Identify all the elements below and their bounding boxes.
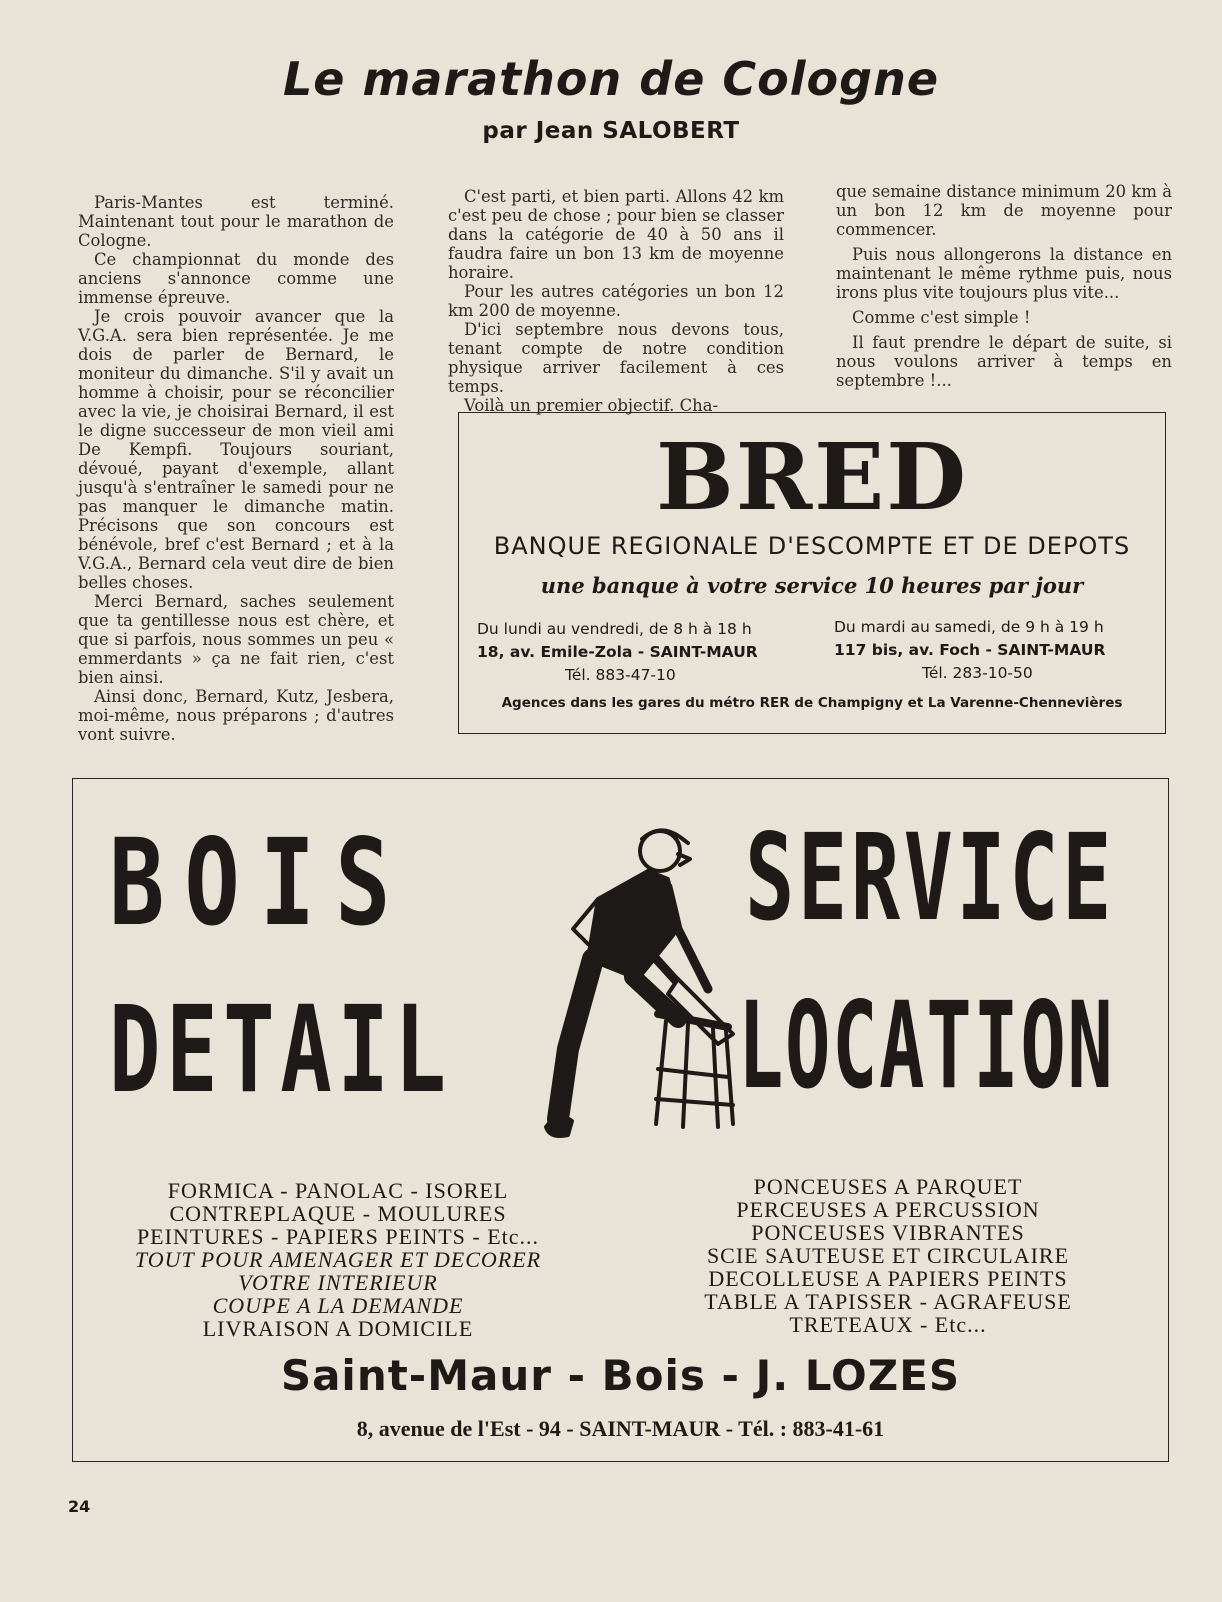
company-name: Saint-Maur - Bois - J. LOZES: [280, 1351, 961, 1400]
bred-footer: Agences dans les gares du métro RER de Champigny et La Varenne-Chennevières: [501, 695, 1123, 711]
paragraph: Ainsi donc, Bernard, Kutz, Jesbera, moi-même, nous préparons ; d'autres vont suivre.: [78, 687, 394, 744]
service-headline: SERVICE: [745, 808, 1116, 948]
list-item: PONCEUSES A PARQUET: [753, 1174, 1023, 1199]
branch-address: 18, av. Emile-Zola - SAINT-MAUR: [477, 643, 758, 661]
bred-full-name: BANQUE REGIONALE D'ESCOMPTE ET DE DEPOTS: [493, 532, 1131, 560]
bred-slogan: une banque à votre service 10 heures par jour: [540, 573, 1084, 598]
list-item: PEINTURES - PAPIERS PEINTS - Etc...: [136, 1224, 540, 1249]
branch-phone: Tél. 283-10-50: [922, 664, 1033, 682]
list-item: TABLE A TAPISSER - AGRAFEUSE: [704, 1289, 1072, 1314]
list-item: VOTRE INTERIEUR: [238, 1270, 438, 1295]
paragraph: Il faut prendre le départ de suite, si nous voulons arriver à temps en septembre !...: [836, 333, 1172, 390]
location-headline: LOCATION: [738, 976, 1115, 1116]
list-item: SCIE SAUTEUSE ET CIRCULAIRE: [706, 1243, 1070, 1268]
list-item: TOUT POUR AMENAGER ET DECORER: [134, 1247, 542, 1272]
list-item: LIVRAISON A DOMICILE: [202, 1316, 474, 1341]
branch-phone: Tél. 883-47-10: [565, 666, 676, 684]
branch-hours: Du lundi au vendredi, de 8 h à 18 h: [477, 620, 752, 638]
list-item: FORMICA - PANOLAC - ISOREL: [167, 1178, 509, 1203]
bois-headline: BOIS: [109, 813, 411, 953]
paragraph: Merci Bernard, saches seulement que ta gentillesse nous est chère, et que si parfois, nous sommes un peu « emmerdants » ça ne fait rien, c'est bien ainsi.: [78, 592, 394, 687]
paragraph: C'est parti, et bien parti. Allons 42 km c'est peu de chose ; pour bien se classer dans la catégorie de 40 à 50 ans il faudra faire un bon 13 km de moyenne horaire.: [448, 187, 784, 282]
branch-address: 117 bis, av. Foch - SAINT-MAUR: [834, 641, 1106, 659]
paragraph: Comme c'est simple !: [852, 308, 1031, 327]
paragraph: Ce championnat du monde des anciens s'annonce comme une immense épreuve.: [78, 250, 394, 307]
paragraph: que semaine distance minimum 20 km à un bon 12 km de moyenne pour commencer.: [836, 182, 1172, 239]
company-address: 8, avenue de l'Est - 94 - SAINT-MAUR - Tél. : 883-41-61: [356, 1416, 885, 1441]
paragraph: Paris-Mantes est terminé. Maintenant tout pour le marathon de Cologne.: [78, 193, 394, 250]
article-column-3: [836, 182, 1172, 390]
paragraph: Pour les autres catégories un bon 12 km 200 de moyenne.: [448, 282, 784, 320]
paragraph: Voilà un premier objectif. Cha-: [464, 396, 719, 415]
bred-branch-2: [834, 616, 1164, 685]
bred-logo-text: BRED: [655, 423, 969, 531]
list-item: TRETEAUX - Etc...: [789, 1312, 987, 1337]
page-number: 24: [68, 1497, 91, 1516]
list-item: PONCEUSES VIBRANTES: [751, 1220, 1025, 1245]
article-column-1: [78, 193, 394, 744]
bred-advertisement: [458, 412, 1166, 734]
article-column-2: [448, 187, 784, 415]
article-byline: par Jean SALOBERT: [482, 118, 740, 144]
list-item: CONTREPLAQUE - MOULURES: [169, 1201, 507, 1226]
branch-hours: Du mardi au samedi, de 9 h à 19 h: [834, 618, 1104, 636]
list-item: PERCEUSES A PERCUSSION: [736, 1197, 1040, 1222]
bred-branch-1: [477, 618, 807, 687]
paragraph: D'ici septembre nous devons tous, tenant compte de notre condition physique arriver facilement à ces temps.: [448, 320, 784, 396]
bois-advertisement: [72, 778, 1169, 1462]
rental-list: [643, 1175, 1133, 1336]
products-list: [93, 1179, 583, 1340]
paragraph: Puis nous allongerons la distance en maintenant le même rythme puis, nous irons plus vite toujours plus vite...: [836, 245, 1172, 302]
article-title: Le marathon de Cologne: [282, 52, 940, 106]
woodworker-illustration: [528, 809, 778, 1149]
detail-headline: DETAIL: [109, 980, 452, 1120]
list-item: DECOLLEUSE A PAPIERS PEINTS: [708, 1266, 1068, 1291]
list-item: COUPE A LA DEMANDE: [212, 1293, 464, 1318]
paragraph: Je crois pouvoir avancer que la V.G.A. sera bien représentée. Je me dois de parler de Bernard, le moniteur du dimanche. S'il y avait un homme à choisir, pour se réconcilier avec la vie, je choisirai Bernard, il est le digne successeur de mon vieil ami De Kempfi. Toujours souriant, dévoué, payant d'exemple, allant jusqu'à s'entraîner le samedi pour ne pas manquer le dimanche matin. Précisons que son concours est bénévole, bref c'est Bernard ; et à la V.G.A., Bernard cela veut dire de bien belles choses.: [78, 307, 394, 592]
